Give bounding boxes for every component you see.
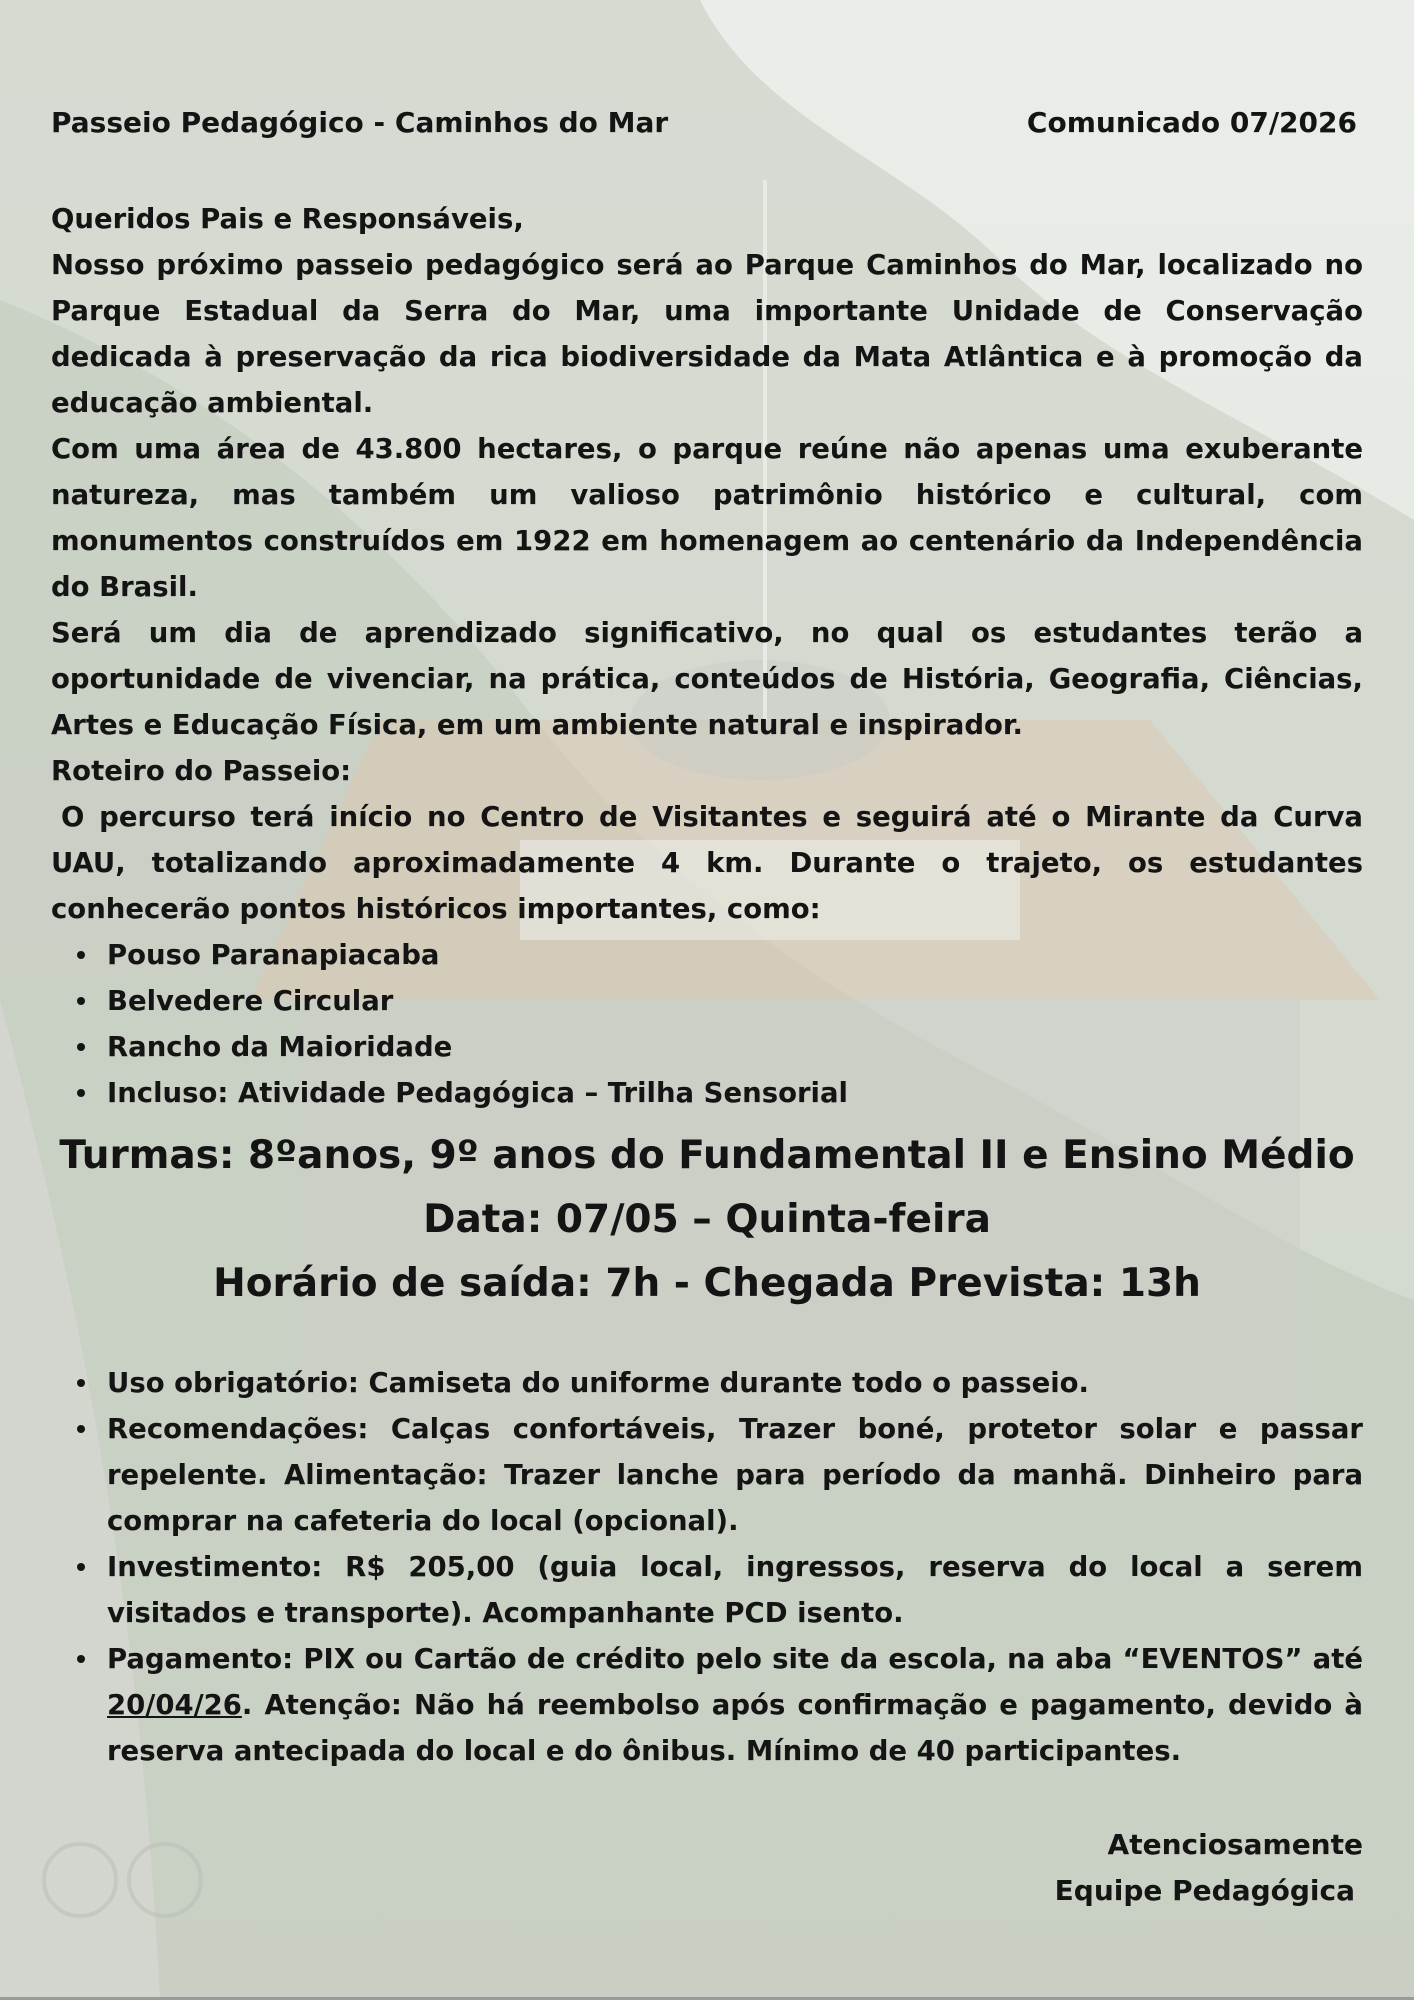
list-item: Incluso: Atividade Pedagógica – Trilha Sensorial — [107, 1070, 1363, 1116]
itinerary-description: O percurso terá início no Centro de Visitantes e seguirá até o Mirante da Curva UAU, totalizando aproximadamente 4 km. Durante o trajeto, os estudantes conhecerão pontos históricos importantes, como: — [51, 801, 1363, 925]
payment-item — [107, 1636, 1363, 1774]
learning-paragraph: Será um dia de aprendizado significativo, no qual os estudantes terão a oportunidade de vivenciar, na prática, conteúdos de História, Geografia, Ciências, Artes e Educação Física, em um ambiente natural e inspirador. — [51, 617, 1363, 741]
notice-number: Comunicado 07/2026 — [1026, 106, 1357, 139]
greeting: Queridos Pais e Responsáveis, — [51, 203, 524, 235]
list-item: Pouso Paranapiacaba — [107, 932, 1363, 978]
itinerary-list — [51, 932, 1363, 1116]
letter-body — [51, 196, 1363, 1116]
date-line: Data: 07/05 – Quinta-feira — [423, 1197, 991, 1242]
schedule-line: Horário de saída: 7h - Chegada Prevista: 13h — [213, 1261, 1201, 1306]
requirements-section — [51, 1360, 1363, 1774]
document-title: Passeio Pedagógico - Caminhos do Mar — [51, 106, 669, 139]
park-paragraph: Com uma área de 43.800 hectares, o parque reúne não apenas uma exuberante natureza, mas também um valioso patrimônio histórico e cultural, com monumentos construídos em 1922 em homenagem ao centenário da Independência do Brasil. — [51, 433, 1363, 603]
itinerary-heading: Roteiro do Passeio: — [51, 755, 352, 787]
event-info — [0, 1124, 1414, 1316]
requirements-list — [51, 1360, 1363, 1774]
closing: Atenciosamente — [1107, 1828, 1363, 1861]
payment-notice: . Atenção: Não há reembolso após confirmação e pagamento, devido à reserva antecipada do local e do ônibus. Mínimo de 40 participantes. — [107, 1689, 1363, 1767]
classes-line: Turmas: 8ºanos, 9º anos do Fundamental II e Ensino Médio — [59, 1133, 1355, 1178]
list-item: Belvedere Circular — [107, 978, 1363, 1024]
team-name: Equipe Pedagógica — [1054, 1874, 1355, 1907]
uniform-item: Uso obrigatório: Camiseta do uniforme durante todo o passeio. — [107, 1360, 1363, 1406]
recommendations-item: Recomendações: Calças confortáveis, Trazer boné, protetor solar e passar repelente. Alimentação: Trazer lanche para período da manhã. Dinheiro para comprar na cafeteria do local (opcional). — [107, 1406, 1363, 1544]
signature — [1055, 1822, 1363, 1914]
payment-text: Pagamento: PIX ou Cartão de crédito pelo site da escola, na aba “EVENTOS” até — [107, 1643, 1363, 1675]
payment-deadline: 20/04/26 — [107, 1689, 242, 1721]
list-item: Rancho da Maioridade — [107, 1024, 1363, 1070]
intro-paragraph: Nosso próximo passeio pedagógico será ao Parque Caminhos do Mar, localizado no Parque Estadual da Serra do Mar, uma importante Unidade de Conservação dedicada à preservação da rica biodiversidade da Mata Atlântica e à promoção da educação ambiental. — [51, 249, 1363, 419]
investment-item: Investimento: R$ 205,00 (guia local, ingressos, reserva do local a serem visitados e transporte). Acompanhante PCD isento. — [107, 1544, 1363, 1636]
